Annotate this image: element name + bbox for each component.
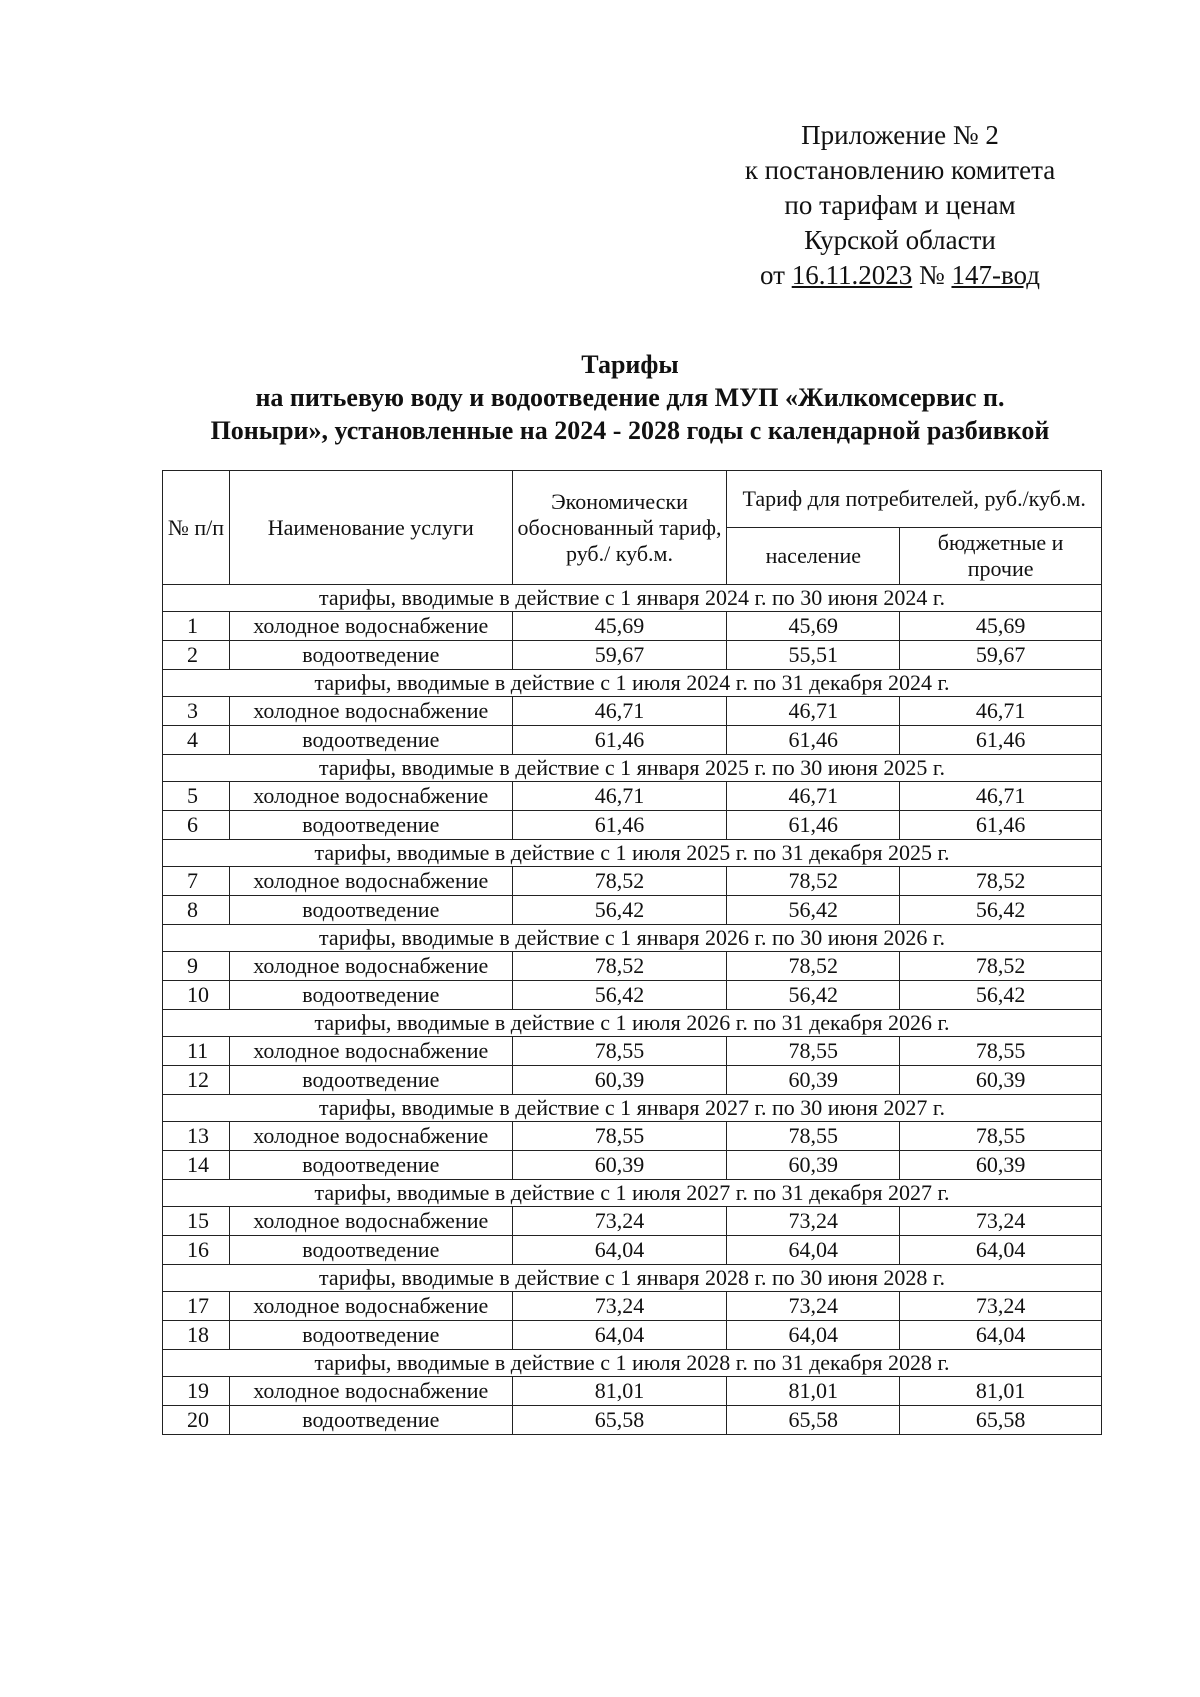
population-tariff-value: 45,69 xyxy=(727,612,900,641)
row-number: 7 xyxy=(163,867,230,896)
row-number: 15 xyxy=(163,1207,230,1236)
table-row xyxy=(163,1122,1102,1151)
service-name: водоотведение xyxy=(229,641,512,670)
budget-tariff-value: 78,55 xyxy=(900,1037,1102,1066)
budget-tariff-value: 64,04 xyxy=(900,1236,1102,1265)
row-number: 9 xyxy=(163,952,230,981)
header-economic-tariff: Экономически обоснованный тариф, руб./ куб.м. xyxy=(512,471,727,585)
appendix-block xyxy=(700,118,1100,293)
population-tariff-value: 73,24 xyxy=(727,1292,900,1321)
population-tariff-value: 60,39 xyxy=(727,1066,900,1095)
row-number: 10 xyxy=(163,981,230,1010)
population-tariff-value: 56,42 xyxy=(727,981,900,1010)
population-tariff-value: 61,46 xyxy=(727,726,900,755)
economic-tariff-value: 56,42 xyxy=(512,896,727,925)
row-number: 17 xyxy=(163,1292,230,1321)
service-name: холодное водоснабжение xyxy=(229,1037,512,1066)
appendix-line: по тарифам и ценам xyxy=(784,190,1016,220)
service-name: водоотведение xyxy=(229,811,512,840)
service-name: водоотведение xyxy=(229,1066,512,1095)
economic-tariff-value: 61,46 xyxy=(512,811,727,840)
service-name: холодное водоснабжение xyxy=(229,1292,512,1321)
service-name: холодное водоснабжение xyxy=(229,1207,512,1236)
table-row xyxy=(163,1377,1102,1406)
economic-tariff-value: 81,01 xyxy=(512,1377,727,1406)
table-row xyxy=(163,1151,1102,1180)
service-name: водоотведение xyxy=(229,1236,512,1265)
economic-tariff-value: 65,58 xyxy=(512,1406,727,1435)
period-row xyxy=(163,1095,1102,1122)
table-row xyxy=(163,1236,1102,1265)
economic-tariff-value: 78,55 xyxy=(512,1122,727,1151)
period-row xyxy=(163,1350,1102,1377)
appendix-line: Приложение № 2 xyxy=(801,120,999,150)
population-tariff-value: 46,71 xyxy=(727,697,900,726)
population-tariff-value: 81,01 xyxy=(727,1377,900,1406)
row-number: 19 xyxy=(163,1377,230,1406)
budget-tariff-value: 46,71 xyxy=(900,697,1102,726)
document-date: 16.11.2023 xyxy=(791,260,913,290)
budget-tariff-value: 45,69 xyxy=(900,612,1102,641)
budget-tariff-value: 78,52 xyxy=(900,952,1102,981)
budget-tariff-value: 81,01 xyxy=(900,1377,1102,1406)
service-name: водоотведение xyxy=(229,1406,512,1435)
header-budget: бюджетные и прочие xyxy=(900,528,1102,585)
row-number: 12 xyxy=(163,1066,230,1095)
row-number: 13 xyxy=(163,1122,230,1151)
budget-tariff-value: 64,04 xyxy=(900,1321,1102,1350)
period-row xyxy=(163,755,1102,782)
population-tariff-value: 46,71 xyxy=(727,782,900,811)
header-population: население xyxy=(727,528,900,585)
row-number: 5 xyxy=(163,782,230,811)
appendix-date-line xyxy=(700,258,1100,293)
budget-tariff-value: 56,42 xyxy=(900,896,1102,925)
period-label: тарифы, вводимые в действие с 1 января 2025 г. по 30 июня 2025 г. xyxy=(163,755,1102,782)
service-name: холодное водоснабжение xyxy=(229,1377,512,1406)
budget-tariff-value: 61,46 xyxy=(900,811,1102,840)
table-row xyxy=(163,896,1102,925)
population-tariff-value: 78,55 xyxy=(727,1037,900,1066)
economic-tariff-value: 73,24 xyxy=(512,1207,727,1236)
budget-tariff-value: 78,55 xyxy=(900,1122,1102,1151)
table-row xyxy=(163,612,1102,641)
population-tariff-value: 64,04 xyxy=(727,1236,900,1265)
period-row xyxy=(163,840,1102,867)
date-prefix: от xyxy=(760,260,785,290)
population-tariff-value: 73,24 xyxy=(727,1207,900,1236)
period-label: тарифы, вводимые в действие с 1 января 2024 г. по 30 июня 2024 г. xyxy=(163,585,1102,612)
table-row xyxy=(163,1037,1102,1066)
period-label: тарифы, вводимые в действие с 1 июля 2026 г. по 31 декабря 2026 г. xyxy=(163,1010,1102,1037)
budget-tariff-value: 60,39 xyxy=(900,1066,1102,1095)
appendix-line: Курской области xyxy=(804,225,996,255)
row-number: 1 xyxy=(163,612,230,641)
service-name: холодное водоснабжение xyxy=(229,782,512,811)
table-row xyxy=(163,811,1102,840)
period-label: тарифы, вводимые в действие с 1 июля 2028 г. по 31 декабря 2028 г. xyxy=(163,1350,1102,1377)
table-row xyxy=(163,867,1102,896)
row-number: 8 xyxy=(163,896,230,925)
row-number: 3 xyxy=(163,697,230,726)
table-row xyxy=(163,726,1102,755)
row-number: 18 xyxy=(163,1321,230,1350)
table-row xyxy=(163,981,1102,1010)
economic-tariff-value: 78,55 xyxy=(512,1037,727,1066)
period-label: тарифы, вводимые в действие с 1 января 2027 г. по 30 июня 2027 г. xyxy=(163,1095,1102,1122)
table-row xyxy=(163,1292,1102,1321)
period-label: тарифы, вводимые в действие с 1 июля 2024 г. по 31 декабря 2024 г. xyxy=(163,670,1102,697)
table-row xyxy=(163,697,1102,726)
service-name: холодное водоснабжение xyxy=(229,1122,512,1151)
row-number: 16 xyxy=(163,1236,230,1265)
budget-tariff-value: 56,42 xyxy=(900,981,1102,1010)
economic-tariff-value: 46,71 xyxy=(512,697,727,726)
row-number: 6 xyxy=(163,811,230,840)
table-row xyxy=(163,1066,1102,1095)
population-tariff-value: 78,52 xyxy=(727,952,900,981)
economic-tariff-value: 73,24 xyxy=(512,1292,727,1321)
row-number: 11 xyxy=(163,1037,230,1066)
table-row xyxy=(163,1207,1102,1236)
period-row xyxy=(163,1010,1102,1037)
period-row xyxy=(163,1265,1102,1292)
row-number: 4 xyxy=(163,726,230,755)
economic-tariff-value: 56,42 xyxy=(512,981,727,1010)
tariffs-body xyxy=(163,585,1102,1435)
title-line: на питьевую воду и водоотведение для МУП «Жилкомсервис п. xyxy=(255,383,1005,412)
budget-tariff-value: 61,46 xyxy=(900,726,1102,755)
service-name: холодное водоснабжение xyxy=(229,612,512,641)
budget-tariff-value: 59,67 xyxy=(900,641,1102,670)
budget-tariff-value: 73,24 xyxy=(900,1207,1102,1236)
service-name: водоотведение xyxy=(229,981,512,1010)
budget-tariff-value: 46,71 xyxy=(900,782,1102,811)
appendix-line: к постановлению комитета xyxy=(744,155,1056,185)
economic-tariff-value: 64,04 xyxy=(512,1236,727,1265)
number-prefix: № xyxy=(918,260,945,290)
economic-tariff-value: 60,39 xyxy=(512,1151,727,1180)
economic-tariff-value: 59,67 xyxy=(512,641,727,670)
document-number: 147-вод xyxy=(951,260,1040,290)
service-name: водоотведение xyxy=(229,726,512,755)
document-title xyxy=(160,348,1100,447)
title-line: Тарифы xyxy=(581,350,679,379)
table-row xyxy=(163,1406,1102,1435)
title-line: Поныри», установленные на 2024 - 2028 годы с календарной разбивкой xyxy=(210,416,1050,445)
service-name: водоотведение xyxy=(229,1321,512,1350)
service-name: водоотведение xyxy=(229,896,512,925)
population-tariff-value: 78,55 xyxy=(727,1122,900,1151)
header-num: № п/п xyxy=(163,471,230,585)
budget-tariff-value: 60,39 xyxy=(900,1151,1102,1180)
table-row xyxy=(163,641,1102,670)
period-row xyxy=(163,585,1102,612)
row-number: 20 xyxy=(163,1406,230,1435)
header-service-name: Наименование услуги xyxy=(229,471,512,585)
service-name: водоотведение xyxy=(229,1151,512,1180)
budget-tariff-value: 73,24 xyxy=(900,1292,1102,1321)
economic-tariff-value: 78,52 xyxy=(512,952,727,981)
service-name: холодное водоснабжение xyxy=(229,697,512,726)
economic-tariff-value: 78,52 xyxy=(512,867,727,896)
economic-tariff-value: 61,46 xyxy=(512,726,727,755)
population-tariff-value: 78,52 xyxy=(727,867,900,896)
period-label: тарифы, вводимые в действие с 1 июля 2025 г. по 31 декабря 2025 г. xyxy=(163,840,1102,867)
population-tariff-value: 55,51 xyxy=(727,641,900,670)
service-name: холодное водоснабжение xyxy=(229,952,512,981)
period-label: тарифы, вводимые в действие с 1 января 2028 г. по 30 июня 2028 г. xyxy=(163,1265,1102,1292)
economic-tariff-value: 60,39 xyxy=(512,1066,727,1095)
table-row xyxy=(163,782,1102,811)
tariffs-table xyxy=(162,470,1102,1435)
economic-tariff-value: 45,69 xyxy=(512,612,727,641)
period-row xyxy=(163,925,1102,952)
period-label: тарифы, вводимые в действие с 1 января 2026 г. по 30 июня 2026 г. xyxy=(163,925,1102,952)
population-tariff-value: 61,46 xyxy=(727,811,900,840)
budget-tariff-value: 65,58 xyxy=(900,1406,1102,1435)
population-tariff-value: 56,42 xyxy=(727,896,900,925)
period-row xyxy=(163,670,1102,697)
header-consumer-tariff: Тариф для потребителей, руб./куб.м. xyxy=(727,471,1102,528)
table-row xyxy=(163,952,1102,981)
population-tariff-value: 65,58 xyxy=(727,1406,900,1435)
service-name: холодное водоснабжение xyxy=(229,867,512,896)
population-tariff-value: 60,39 xyxy=(727,1151,900,1180)
economic-tariff-value: 64,04 xyxy=(512,1321,727,1350)
period-label: тарифы, вводимые в действие с 1 июля 2027 г. по 31 декабря 2027 г. xyxy=(163,1180,1102,1207)
economic-tariff-value: 46,71 xyxy=(512,782,727,811)
period-row xyxy=(163,1180,1102,1207)
budget-tariff-value: 78,52 xyxy=(900,867,1102,896)
population-tariff-value: 64,04 xyxy=(727,1321,900,1350)
row-number: 14 xyxy=(163,1151,230,1180)
row-number: 2 xyxy=(163,641,230,670)
table-row xyxy=(163,1321,1102,1350)
